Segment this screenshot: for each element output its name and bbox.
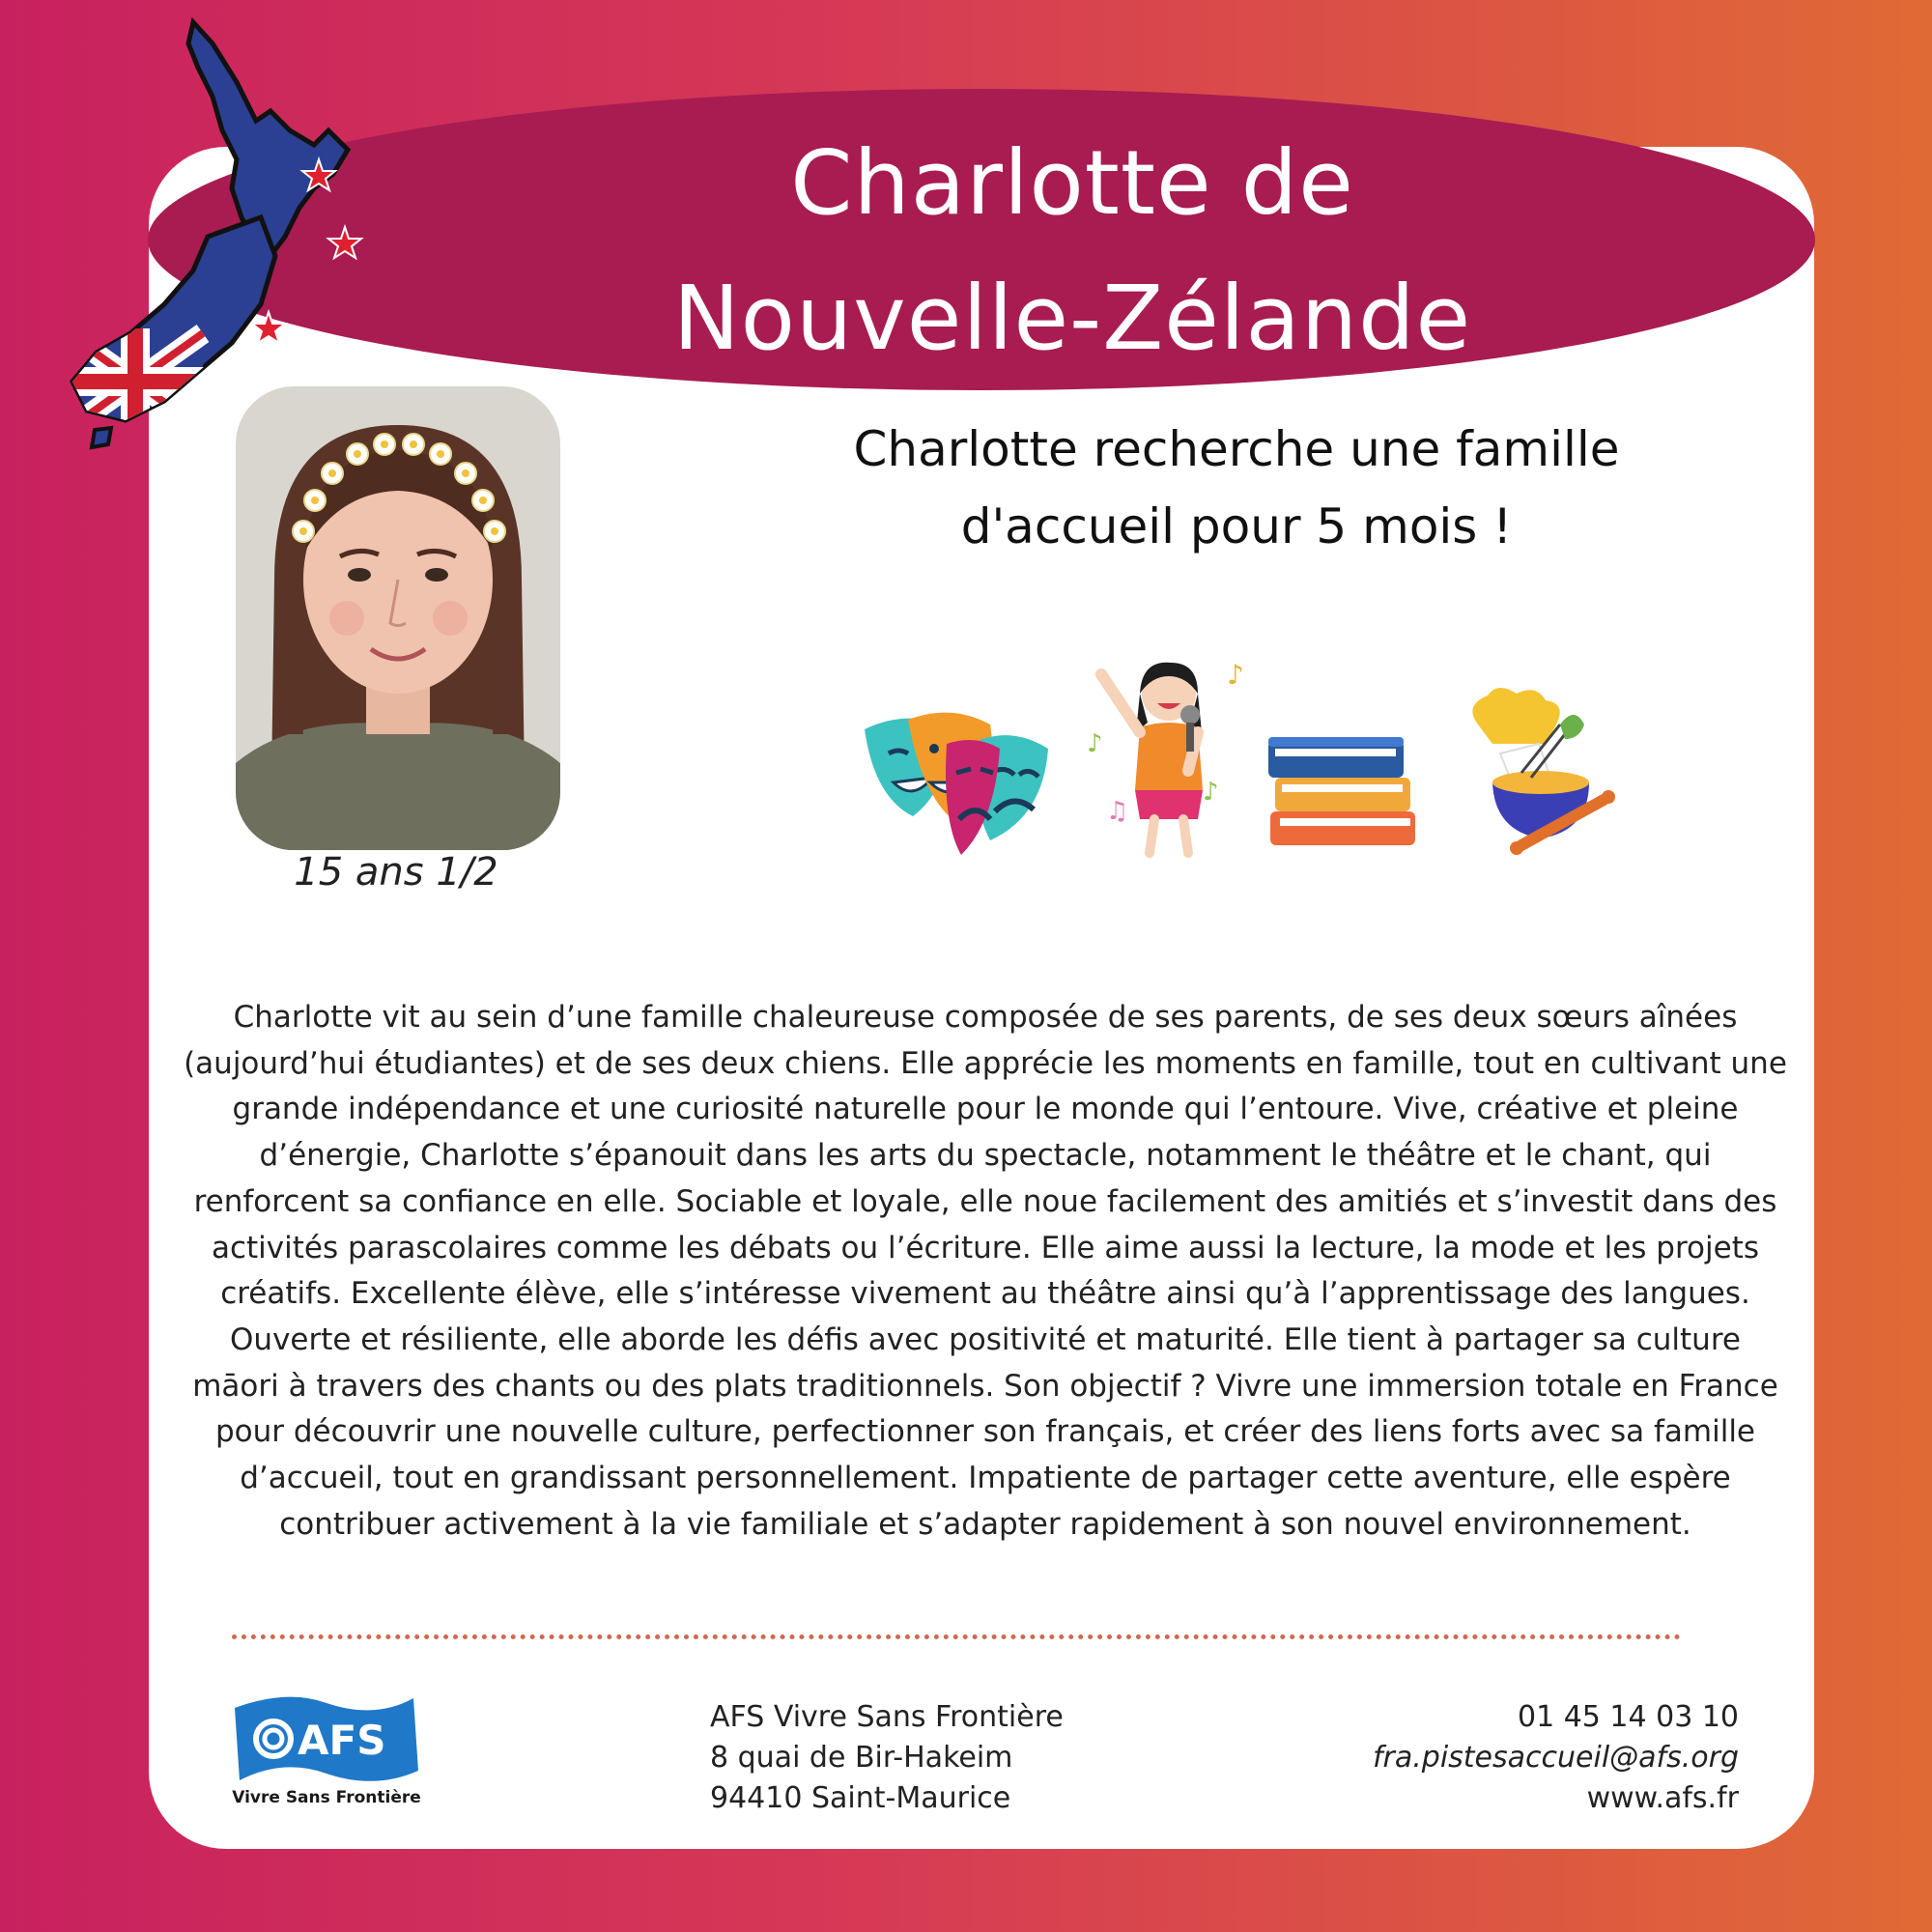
headline-line-2: d'accueil pour 5 mois ! xyxy=(960,498,1513,554)
email-link[interactable]: fra.pistesaccueil@afs.org xyxy=(1372,1741,1739,1775)
cooking-icon xyxy=(1454,686,1618,860)
headline-line-1: Charlotte recherche une famille xyxy=(853,421,1620,477)
page-title xyxy=(541,116,1604,386)
afs-logo xyxy=(230,1689,423,1824)
theater-masks-icon xyxy=(855,705,1067,860)
profile-photo xyxy=(236,386,560,850)
svg-text:♪: ♪ xyxy=(1203,778,1219,807)
afs-logo-subtitle: Vivre Sans Frontière xyxy=(232,1788,421,1807)
divider xyxy=(232,1634,1681,1639)
address-line-3: 94410 Saint-Maurice xyxy=(710,1781,1011,1815)
svg-text:♪: ♪ xyxy=(1087,729,1103,758)
headline xyxy=(753,411,1719,565)
contact-info xyxy=(1373,1697,1739,1819)
afs-logo-text: AFS xyxy=(298,1717,386,1764)
profile-description: Charlotte vit au sein d’une famille chaleureuse composée de ses parents, de ses deux sœurs aînées (aujourd’hui étudiantes) et de ses deux chiens. Elle apprécie les moments en famille, tout en cultivant une grande indépendance et une curiosité naturelle pour le monde qui l’entoure. Vive, créative et pleine d’énergie, Charlotte s’épanouit dans les arts du spectacle, notamment le théâtre et le chant, qui renforcent sa confiance en elle. Sociable et loyale, elle noue facilement des amitiés et s’investit dans des activités parascolaires comme les débats ou l’écriture. Elle aime aussi la lecture, la mode et les projets créatifs. Excellente élève, elle s’intéresse vivement au théâtre ainsi qu’à l’apprentissage des langues. Ouverte et résiliente, elle aborde les défis avec positivité et maturité. Elle tient à partager sa culture māori à travers des chants ou des plats traditionnels. Son objectif ? Vivre une immersion totale en France pour découvrir une nouvelle culture, perfectionner son français, et créer des liens forts avec sa famille d’accueil, tout en grandissant personnellement. Impatiente de partager cette aventure, elle espère contribuer activement à la vie familiale et s’adapter rapidement à son nouvel environnement. xyxy=(184,1000,1787,1542)
age-label: 15 ans 1/2 xyxy=(294,850,498,895)
address-line-2: 8 quai de Bir-Hakeim xyxy=(710,1741,1013,1775)
svg-text:♫: ♫ xyxy=(1106,797,1129,826)
svg-text:♪: ♪ xyxy=(1227,659,1244,691)
phone-number: 01 45 14 03 10 xyxy=(1517,1700,1739,1734)
singing-icon xyxy=(1082,655,1256,858)
title-line-2: Nouvelle-Zélande xyxy=(672,267,1472,370)
postal-address xyxy=(710,1697,1064,1819)
title-line-1: Charlotte de xyxy=(790,131,1354,235)
books-icon xyxy=(1261,720,1425,855)
website-link[interactable]: www.afs.fr xyxy=(1586,1781,1739,1815)
address-line-1: AFS Vivre Sans Frontière xyxy=(710,1700,1064,1734)
